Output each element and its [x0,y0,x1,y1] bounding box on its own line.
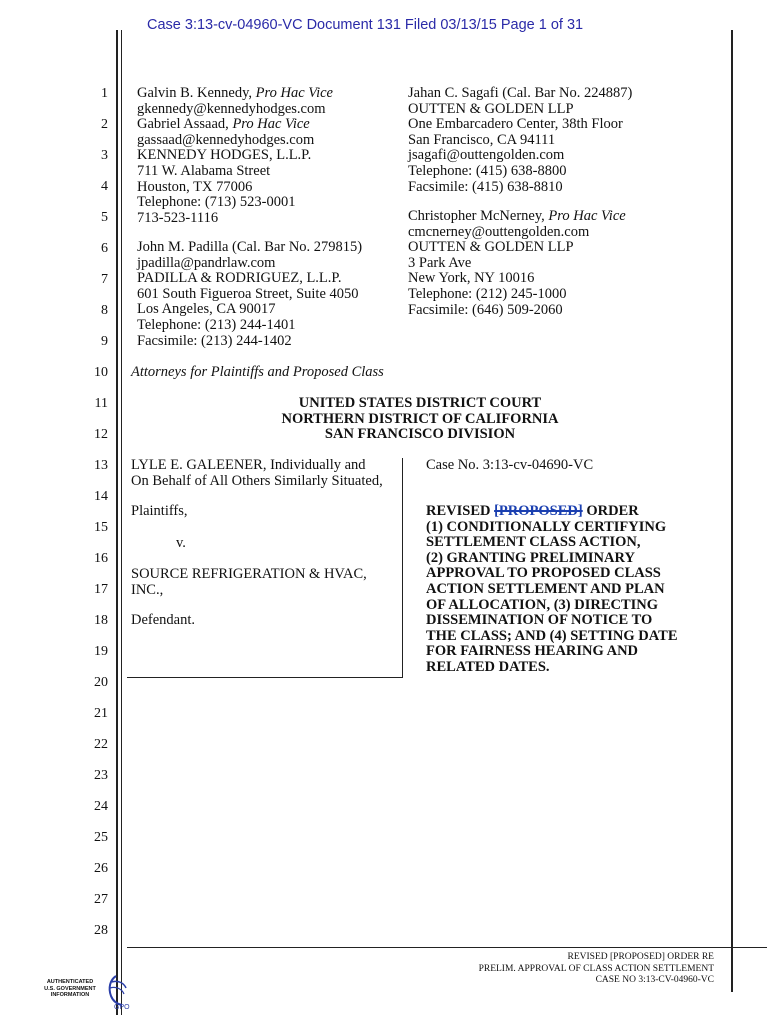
counsel-line: One Embarcadero Center, 38th Floor [408,116,623,133]
gpo-line: INFORMATION [50,992,90,998]
ecf-header-stamp: Case 3:13-cv-04960-VC Document 131 Filed 03/13/15 Page 1 of 31 [147,17,584,33]
line-number: 18 [94,613,108,628]
court-division: SAN FRANCISCO DIVISION [324,426,516,443]
counsel-line: Christopher McNerney, Pro Hac Vice [408,208,626,224]
svg-text:GPO: GPO [114,1004,130,1010]
counsel-line: Gabriel Assaad, Pro Hac Vice [137,116,310,133]
line-number: 4 [101,179,108,194]
gpo-line: AUTHENTICATED [46,979,94,985]
line-number: 19 [94,644,108,659]
plaintiffs-label: Plaintiffs, [131,503,188,519]
caption-parties [131,458,383,489]
document-title-line: SETTLEMENT CLASS ACTION, [426,534,641,551]
counsel-line: John M. Padilla (Cal. Bar No. 279815) [137,239,363,255]
line-number: 9 [101,334,108,349]
counsel-line: Facsimile: (213) 244-1402 [137,332,292,349]
gpo-eagle-icon [102,974,130,1010]
line-number: 22 [94,737,108,752]
court-name: UNITED STATES DISTRICT COURT [298,395,542,411]
counsel-line: gassaad@kennedyhodges.com [137,131,315,148]
document-title-line: RELATED DATES. [426,658,550,675]
line-number: 10 [94,365,108,380]
counsel-right-block [408,86,632,195]
defendant-block [131,567,367,598]
document-title-line: OF ALLOCATION, (3) DIRECTING [426,596,659,613]
footer-line: PRELIM. APPROVAL OF CLASS ACTION SETTLEMENT [478,963,714,974]
versus-label: v. [176,535,186,551]
counsel-line: 3 Park Ave [408,254,472,271]
footer-rule [127,947,767,948]
counsel-line: 601 South Figueroa Street, Suite 4050 [137,285,359,302]
counsel-line: jsagafi@outtengolden.com [408,147,565,164]
line-number: 14 [94,489,108,504]
document-title-line: ACTION SETTLEMENT AND PLAN [426,580,665,597]
counsel-line: Los Angeles, CA 90017 [137,301,276,318]
counsel-left-block [137,86,333,226]
pleading-left-rule-inner [121,30,122,1015]
counsel-line: cmcnerney@outtengolden.com [408,223,590,240]
line-number: 6 [101,241,108,256]
counsel-line: Telephone: (415) 638-8800 [408,162,567,179]
counsel-line: jpadilla@pandrlaw.com [137,254,276,271]
document-title [426,504,678,676]
line-number: 2 [101,117,108,132]
case-number: Case No. 3:13-cv-04690-VC [426,457,594,473]
line-number: 16 [94,551,108,566]
line-number: 1 [101,86,108,101]
gpo-line: U.S. GOVERNMENT [44,985,96,992]
line-number: 25 [94,830,108,845]
line-number: 26 [94,861,108,876]
counsel-line: San Francisco, CA 94111 [408,131,556,148]
counsel-line: 711 W. Alabama Street [137,162,271,179]
document-title-line: (1) CONDITIONALLY CERTIFYING [426,518,667,535]
counsel-line: PADILLA & RODRIGUEZ, L.L.P. [137,270,342,287]
line-number: 8 [101,303,108,318]
line-number: 7 [101,272,108,287]
counsel-line: Telephone: (713) 523-0001 [137,194,296,211]
defendant-label: Defendant. [131,612,196,628]
counsel-line: KENNEDY HODGES, L.L.P. [137,147,312,164]
gpo-badge-text [40,979,100,999]
counsel-line: gkennedy@kennedyhodges.com [137,100,326,117]
line-number: 23 [94,768,108,783]
counsel-left-block-2 [137,240,362,349]
footer-line: CASE NO 3:13-CV-04960-VC [595,975,714,985]
struck-proposed: [PROPOSED] [494,503,583,519]
document-title-line: (2) GRANTING PRELIMINARY [426,549,635,566]
document-title-line: DISSEMINATION OF NOTICE TO [426,612,653,629]
document-title-line: THE CLASS; AND (4) SETTING DATE [426,627,678,644]
counsel-line: Houston, TX 77006 [137,178,253,195]
counsel-line: Galvin B. Kennedy, Pro Hac Vice [137,85,333,101]
counsel-line: New York, NY 10016 [408,270,535,287]
plaintiff-name-2: On Behalf of All Others Similarly Situated, [131,472,383,489]
counsel-line: OUTTEN & GOLDEN LLP [408,239,574,256]
gpo-authentication-badge [40,972,135,1017]
defendant-name: SOURCE REFRIGERATION & HVAC, [131,566,367,582]
footer-line: REVISED [PROPOSED] ORDER RE [567,952,714,962]
plaintiff-name: LYLE E. GALEENER, Individually and [131,457,366,473]
line-number: 13 [94,458,108,473]
line-number: 5 [101,210,108,225]
counsel-line: Telephone: (213) 244-1401 [137,316,296,333]
line-number: 11 [94,396,108,411]
line-number: 21 [94,706,108,721]
caption-divider-horizontal [127,677,403,678]
pleading-right-rule [731,30,733,992]
document-title-line-1: REVISED [PROPOSED] ORDER [426,503,639,519]
line-number: 15 [94,520,108,535]
line-number: 28 [94,923,108,938]
court-heading [250,396,590,443]
attorneys-for-line: Attorneys for Plaintiffs and Proposed Class [131,364,384,380]
line-number: 3 [101,148,108,163]
counsel-line: Facsimile: (646) 509-2060 [408,301,563,318]
caption-divider-vertical [402,458,403,678]
counsel-line: Facsimile: (415) 638-8810 [408,178,563,195]
counsel-line: 713-523-1116 [137,209,219,226]
counsel-line: Telephone: (212) 245-1000 [408,285,567,302]
line-number: 17 [94,582,108,597]
counsel-line: Jahan C. Sagafi (Cal. Bar No. 224887) [408,85,633,101]
document-title-line: FOR FAIRNESS HEARING AND [426,643,639,660]
counsel-line: OUTTEN & GOLDEN LLP [408,100,574,117]
line-number: 27 [94,892,108,907]
footer-block [479,952,714,987]
pleading-left-rule [116,30,118,1015]
line-number: 24 [94,799,108,814]
court-district: NORTHERN DISTRICT OF CALIFORNIA [281,410,559,427]
line-number: 12 [94,427,108,442]
counsel-right-block-2 [408,209,626,318]
line-number: 20 [94,675,108,690]
defendant-name-2: INC., [131,581,164,598]
document-title-line: APPROVAL TO PROPOSED CLASS [426,565,661,582]
